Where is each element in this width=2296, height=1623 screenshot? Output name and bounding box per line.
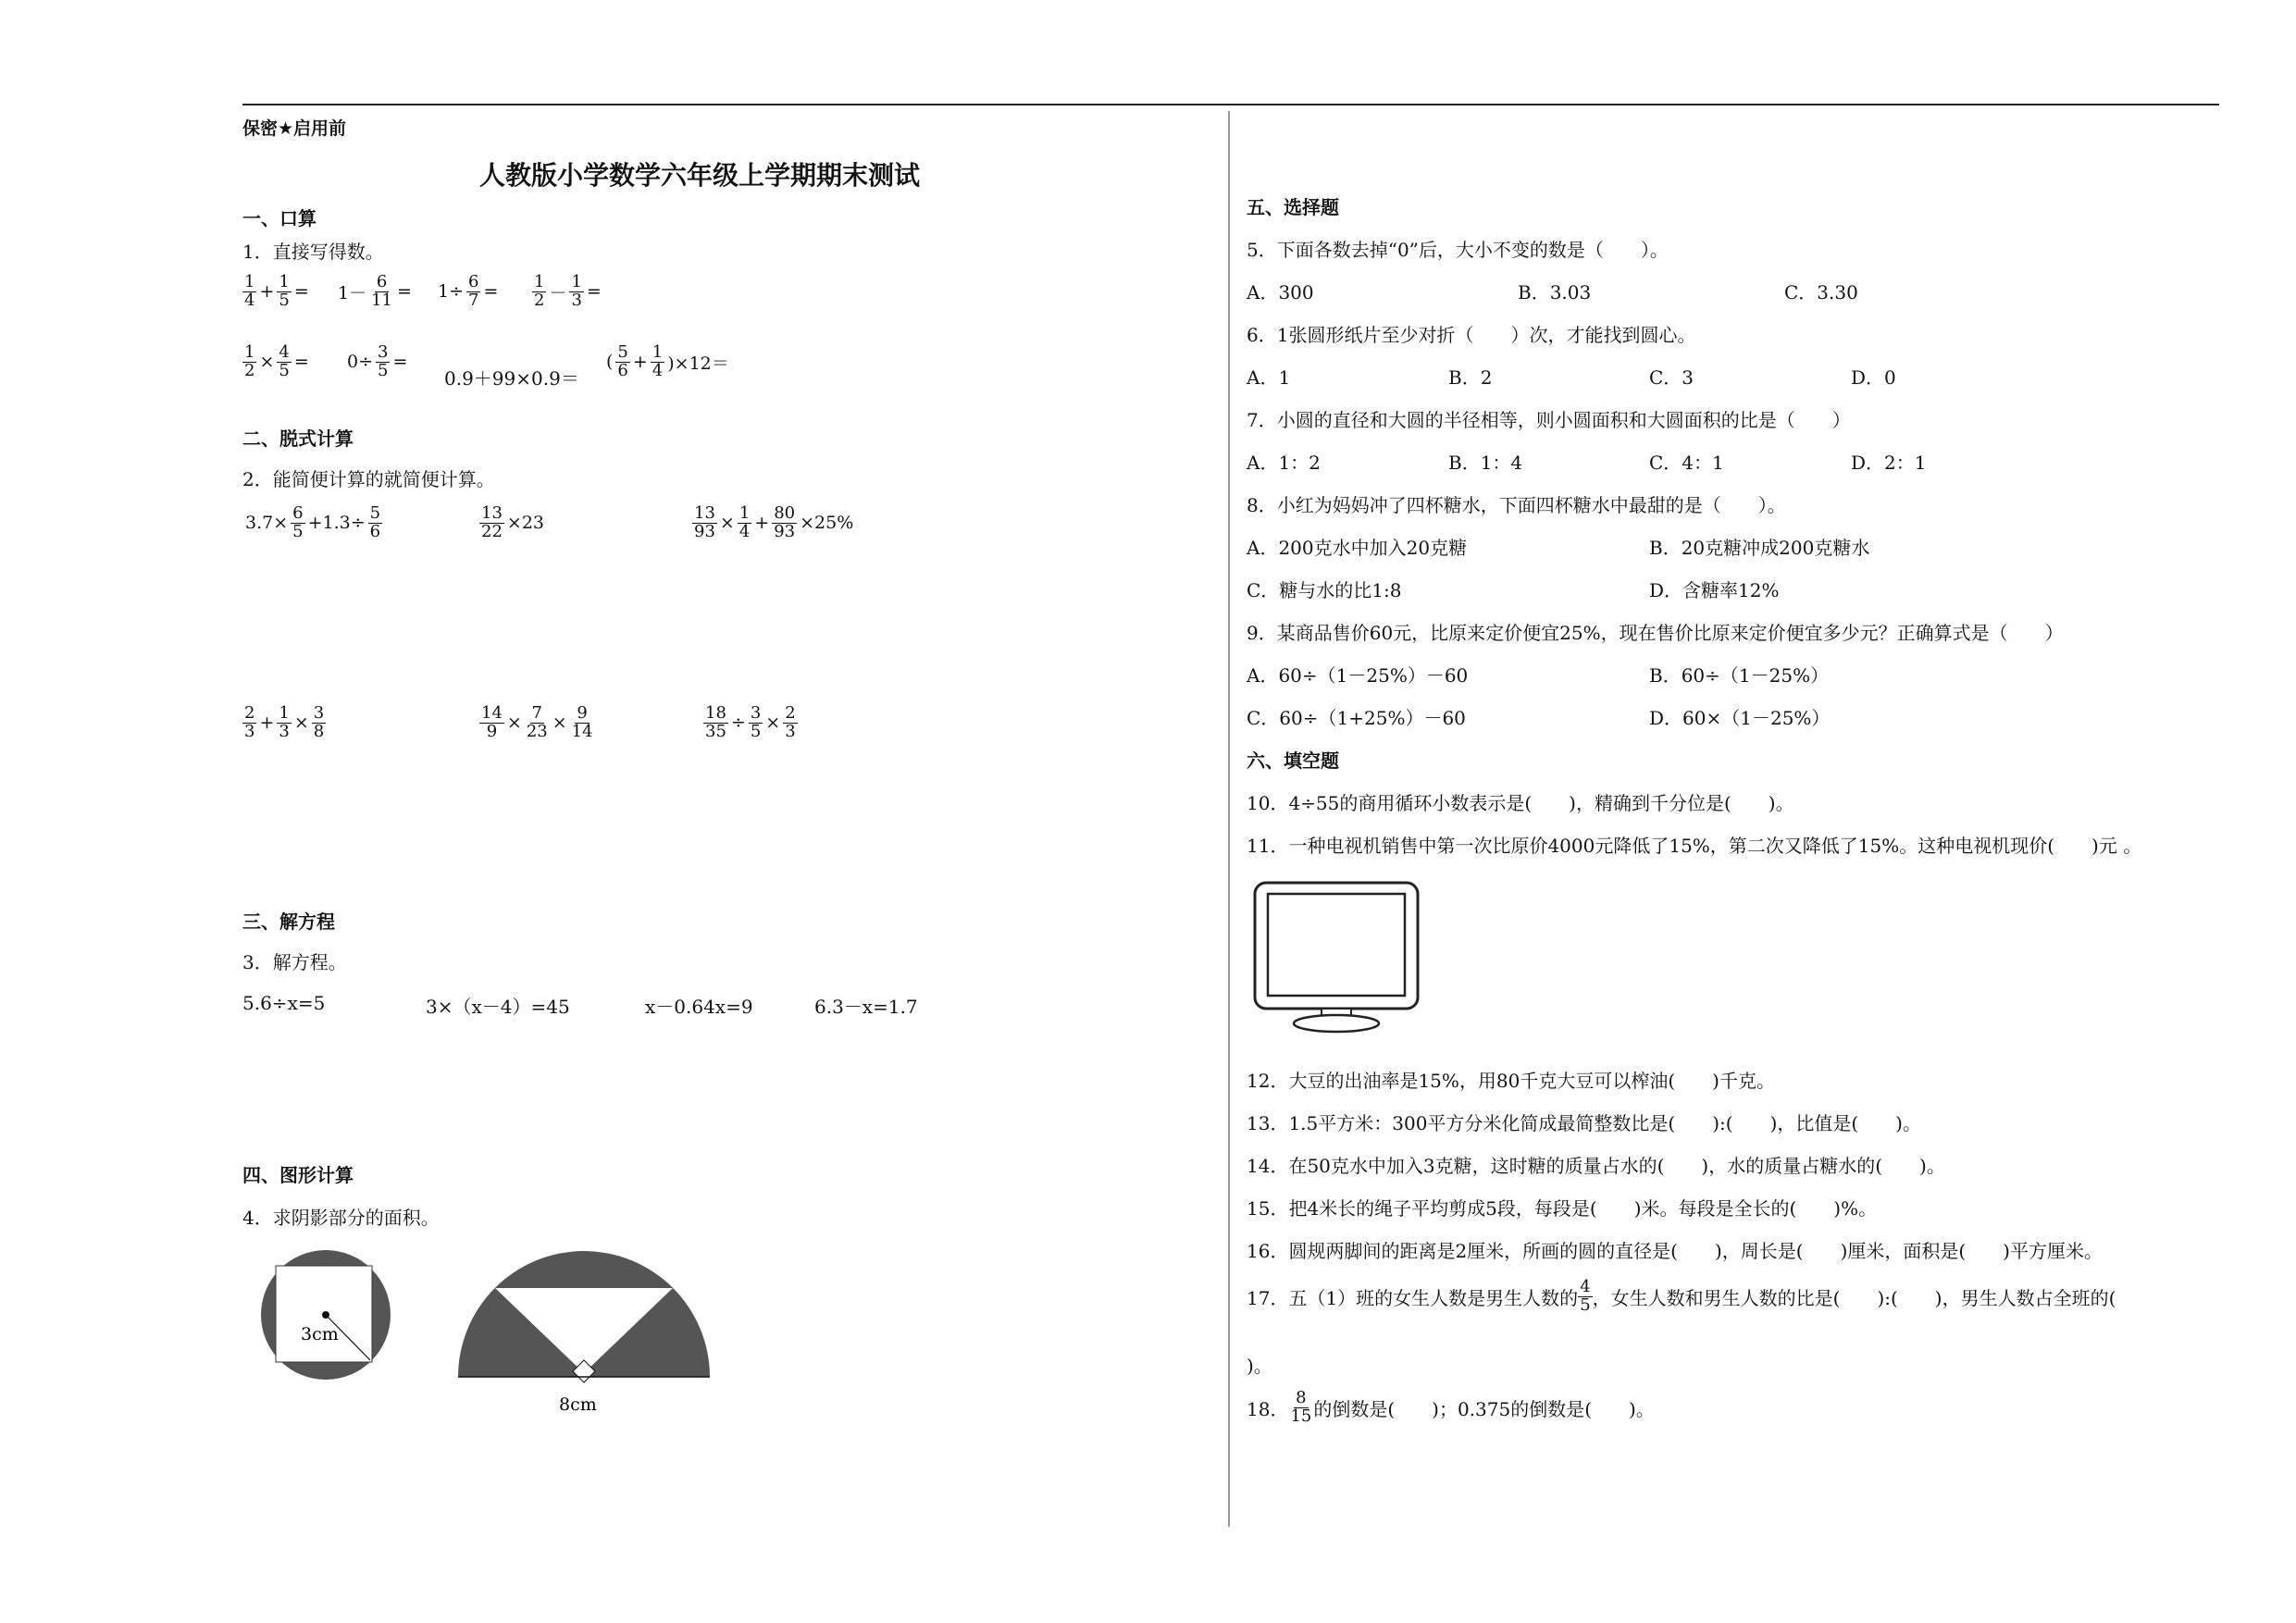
question-14-text: 14．在50克水中加入3克糖，这时糖的质量占水的( )，水的质量占糖水的( )。 xyxy=(1247,1155,1945,1177)
oral-expr-8: ( $\frac{5}{6}$ + $\frac{1}{4}$ )×12＝ xyxy=(606,342,729,380)
q7-option-d: D．2：1 xyxy=(1851,452,1927,474)
top-rule xyxy=(242,104,2219,105)
question-10-text: 10．4÷55的商用循环小数表示是( )，精确到千分位是( )。 xyxy=(1247,792,1794,814)
circle-square-figure xyxy=(252,1245,400,1384)
section-heading-oral: 一、口算 xyxy=(242,207,316,229)
q6-option-b: B．2 xyxy=(1448,366,1493,389)
column-divider xyxy=(1228,111,1230,1527)
q5-option-b: B．3.03 xyxy=(1518,281,1592,304)
question-17-text: 17．五（1）班的女生人数是男生人数的 $\frac{4}{5}$ ，女生人数和男生人数的比是( ):( )，男生人数占全班的( xyxy=(1247,1277,2116,1315)
section-heading-calc: 二、脱式计算 xyxy=(242,427,354,450)
q9-option-a: A．60÷（1－25%）－60 xyxy=(1247,664,1469,687)
question-12-text: 12．大豆的出油率是15%，用80千克大豆可以榨油( )千克。 xyxy=(1247,1070,1775,1092)
calc-expr-1: 3.7× $\frac{6}{5}$ +1.3÷ $\frac{5}{6}$ xyxy=(245,503,381,541)
q6-option-a: A．1 xyxy=(1247,366,1291,389)
q7-option-a: A．1：2 xyxy=(1247,452,1321,474)
equation-3: x－0.64x=9 xyxy=(645,996,753,1018)
question-7-text: 7．小圆的直径和大圆的半径相等，则小圆面积和大圆面积的比是（ ） xyxy=(1247,409,1851,431)
q8-option-a: A．200克水中加入20克糖 xyxy=(1247,537,1468,559)
section-heading-geometry: 四、图形计算 xyxy=(242,1164,354,1186)
q7-option-b: B．1：4 xyxy=(1448,452,1523,474)
q6-option-d: D．0 xyxy=(1851,366,1896,389)
calc-expr-6: $\frac{18}{35}$ ÷ $\frac{3}{5}$ × $\frac{2}{3}$ xyxy=(705,703,796,741)
figure-2-label: 8cm xyxy=(559,1394,597,1415)
oral-expr-2: 1－ $\frac{6}{11}$ = xyxy=(338,272,412,310)
question-4-text: 4．求阴影部分的面积。 xyxy=(242,1207,440,1229)
section-heading-choice: 五、选择题 xyxy=(1247,196,1339,218)
q9-option-c: C．60÷（1+25%）－60 xyxy=(1247,707,1466,729)
oral-expr-5: $\frac{1}{2}$ × $\frac{4}{5}$ = xyxy=(244,342,309,380)
question-5-text: 5．下面各数去掉“0”后，大小不变的数是（ ）。 xyxy=(1247,239,1669,261)
oral-expr-3: 1÷ $\frac{6}{7}$ = xyxy=(438,272,499,310)
oral-expr-7: 0.9＋99×0.9＝ xyxy=(444,367,579,390)
q6-option-c: C．3 xyxy=(1649,366,1694,389)
q8-option-c: C．糖与水的比1:8 xyxy=(1247,579,1402,601)
question-8-text: 8．小红为妈妈冲了四杯糖水，下面四杯糖水中最甜的是（ ）。 xyxy=(1247,494,1786,516)
q5-option-c: C．3.30 xyxy=(1784,281,1858,304)
oral-expr-6: 0÷ $\frac{3}{5}$ = xyxy=(347,342,408,380)
question-2-text: 2．能简便计算的就简便计算。 xyxy=(242,468,495,490)
equation-1: 5.6÷x=5 xyxy=(242,992,326,1014)
oral-expr-4: $\frac{1}{2}$ － $\frac{1}{3}$ = xyxy=(534,272,602,310)
question-9-text: 9．某商品售价60元，比原来定价便宜25%，现在售价比原来定价便宜多少元？正确算式是（ ） xyxy=(1247,622,2064,644)
question-18-text: 18． $\frac{8}{15}$ 的倒数是( )；0.375的倒数是( )。 xyxy=(1247,1388,1655,1426)
question-3-text: 3．解方程。 xyxy=(242,951,347,973)
confidential-label: 保密★启用前 xyxy=(242,118,347,139)
q8-option-d: D．含糖率12% xyxy=(1649,579,1780,601)
q9-option-d: D．60×（1－25%） xyxy=(1649,707,1831,729)
question-6-text: 6．1张圆形纸片至少对折（ ）次，才能找到圆心。 xyxy=(1247,324,1696,346)
semicircle-triangle-figure xyxy=(453,1245,718,1421)
q8-option-b: B．20克糖冲成200克糖水 xyxy=(1649,537,1870,559)
question-16-text: 16．圆规两脚间的距离是2厘米，所画的圆的直径是( )，周长是( )厘米，面积是( )平方厘米。 xyxy=(1247,1240,2103,1262)
question-13-text: 13．1.5平方米：300平方分米化简成最简整数比是( ):( )，比值是( )。 xyxy=(1247,1112,1921,1134)
question-11-text: 11．一种电视机销售中第一次比原价4000元降低了15%，第二次又降低了15%。这种电视机现价( )元 。 xyxy=(1247,835,2142,857)
tv-monitor-image xyxy=(1251,879,1421,1036)
page-title: 人教版小学数学六年级上学期期末测试 xyxy=(479,160,921,191)
calc-expr-4: $\frac{2}{3}$ + $\frac{1}{3}$ × $\frac{3}{8}$ xyxy=(244,703,325,741)
calc-expr-5: $\frac{14}{9}$ × $\frac{7}{23}$ × $\frac{9}{14}$ xyxy=(481,703,593,741)
q5-option-a: A．300 xyxy=(1247,281,1314,304)
q7-option-c: C．4：1 xyxy=(1649,452,1724,474)
equation-2: 3×（x－4）=45 xyxy=(426,996,570,1018)
calc-expr-3: $\frac{13}{93}$ × $\frac{1}{4}$ + $\frac{80}{93}$ ×25% xyxy=(694,503,854,541)
q9-option-b: B．60÷（1－25%） xyxy=(1649,664,1830,687)
section-heading-equations: 三、解方程 xyxy=(242,911,335,933)
question-1-text: 1．直接写得数。 xyxy=(242,241,384,263)
figure-1-label: 3cm xyxy=(301,1324,339,1344)
question-15-text: 15．把4米长的绳子平均剪成5段，每段是( )米。每段是全长的( )%。 xyxy=(1247,1197,1878,1220)
section-heading-fill: 六、填空题 xyxy=(1247,750,1339,772)
equation-4: 6.3－x=1.7 xyxy=(814,996,918,1018)
question-17-end: )。 xyxy=(1247,1355,1272,1377)
oral-expr-1: $\frac{1}{4}$ + $\frac{1}{5}$ = xyxy=(244,272,309,310)
calc-expr-2: $\frac{13}{22}$ ×23 xyxy=(481,503,545,541)
